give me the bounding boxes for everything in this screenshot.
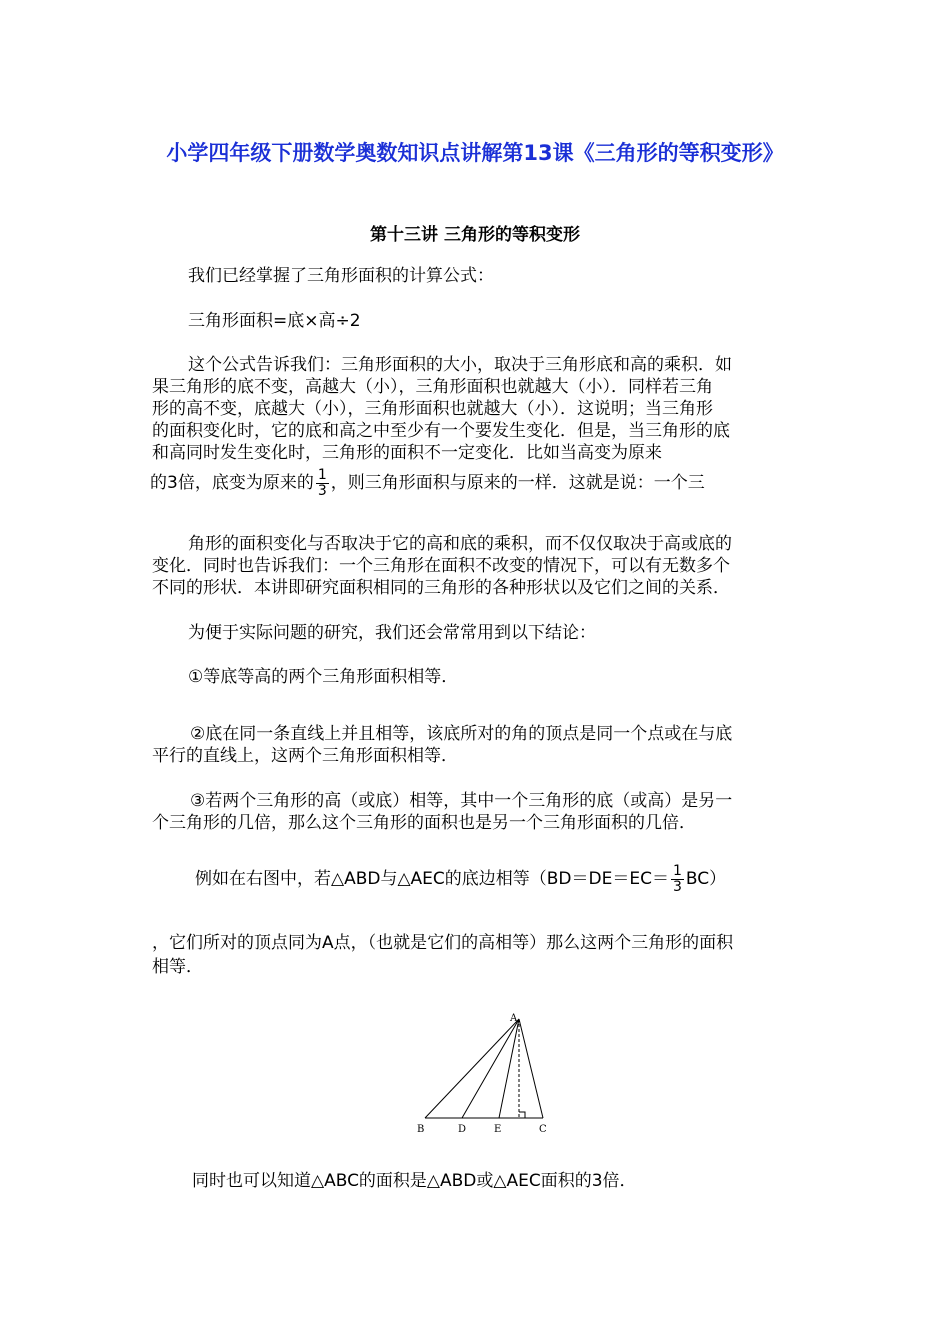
rule-line: 平行的直线上，这两个三角形面积相等．	[152, 746, 458, 766]
example-line	[195, 862, 726, 896]
triangle-diagram	[410, 1008, 560, 1138]
label-c: C	[539, 1124, 547, 1135]
final-text: 同时也可以知道△ABC的面积是△ABD或△AEC面积的3倍．	[192, 1171, 637, 1191]
segment-ad	[462, 1019, 519, 1118]
paragraph-line: 角形的面积变化与否取决于它的高和底的乘积，而不仅仅取决于高或底的	[188, 534, 732, 554]
example-pre: 例如在右图中，若△ABD与△AEC的底边相等（BD＝DE＝EC＝	[195, 869, 669, 889]
document-title: 小学四年级下册数学奥数知识点讲解第13课《三角形的等积变形》	[166, 141, 784, 165]
paragraph-line: 和高同时发生变化时，三角形的面积不一定变化．比如当高变为原来	[152, 443, 662, 463]
rule-line: ③若两个三角形的高（或底）相等，其中一个三角形的底（或高）是另一	[190, 791, 733, 811]
paragraph-line: 相等．	[152, 957, 203, 977]
fraction-numerator: 1	[672, 862, 682, 879]
example-post: BC）	[685, 869, 727, 889]
label-e: E	[494, 1124, 502, 1135]
right-angle-mark	[519, 1112, 525, 1118]
fraction-denominator: 3	[672, 878, 682, 895]
fraction-one-third	[671, 864, 684, 895]
rule-line: 个三角形的几倍，那么这个三角形的面积也是另一个三角形面积的几倍．	[152, 813, 696, 833]
label-b: B	[417, 1124, 425, 1135]
fraction-line-post: ，则三角形面积与原来的一样．这就是说：一个三	[330, 473, 705, 493]
paragraph-line: ，它们所对的顶点同为A点，（也就是它们的高相等）那么这两个三角形的面积	[152, 933, 734, 953]
label-d: D	[458, 1124, 467, 1135]
label-a: A	[510, 1013, 518, 1024]
paragraph-line: 果三角形的底不变，高越大（小），三角形面积也就越大（小）．同样若三角	[152, 377, 713, 397]
side-ab	[425, 1019, 519, 1118]
paragraph-line: 这个公式告诉我们：三角形面积的大小，取决于三角形底和高的乘积．如	[188, 355, 732, 375]
paragraph-line: 的面积变化时，它的底和高之中至少有一个要发生变化．但是，当三角形的底	[152, 421, 730, 441]
paragraph-line: 形的高不变，底越大（小），三角形面积也就越大（小）．这说明；当三角形	[152, 399, 713, 419]
paragraph-line: 不同的形状．本讲即研究面积相同的三角形的各种形状以及它们之间的关系．	[152, 578, 730, 598]
conclusion-intro: 为便于实际问题的研究，我们还会常常用到以下结论：	[188, 623, 596, 643]
rule-1: ①等底等高的两个三角形面积相等．	[188, 667, 459, 687]
fraction-denominator: 3	[317, 482, 327, 499]
intro-text: 我们已经掌握了三角形面积的计算公式：	[188, 266, 494, 286]
fraction-line	[150, 466, 705, 500]
rule-line: ②底在同一条直线上并且相等，该底所对的角的顶点是同一个点或在与底	[190, 724, 733, 744]
paragraph-line: 变化．同时也告诉我们：一个三角形在面积不改变的情况下，可以有无数多个	[152, 556, 730, 576]
fraction-one-third	[316, 468, 329, 499]
segment-ae	[499, 1019, 519, 1118]
lecture-title: 第十三讲 三角形的等积变形	[370, 225, 580, 245]
fraction-line-pre: 的3倍，底变为原来的	[150, 473, 314, 493]
formula-text: 三角形面积=底×高÷2	[188, 311, 361, 331]
fraction-numerator: 1	[317, 466, 327, 483]
side-ac	[519, 1019, 543, 1118]
